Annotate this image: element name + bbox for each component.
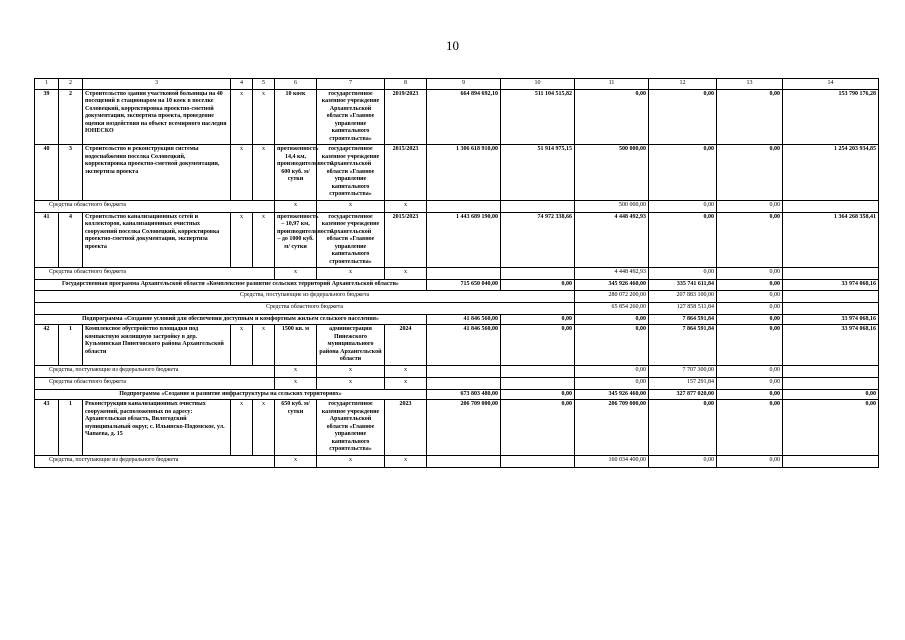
amount-cell: 157 291,84 <box>649 377 717 389</box>
finance-2025: 0,00 <box>717 89 783 145</box>
col-4: x <box>231 89 253 145</box>
x-cell: x <box>275 200 317 212</box>
amount-cell <box>783 268 879 280</box>
finance-2025: 0,00 <box>717 400 783 456</box>
funding-source-label: Средства областного бюджета <box>35 302 575 314</box>
customer: администрация Пинежского муниципального района Архангельской области <box>317 325 385 366</box>
col-5: x <box>253 325 275 366</box>
amount-cell: 327 877 020,00 <box>649 389 717 400</box>
row-number: 39 <box>35 89 59 145</box>
row-number: 42 <box>35 325 59 366</box>
capacity: 10 коек <box>275 89 317 145</box>
amount-cell: 0,00 <box>717 290 783 302</box>
estimated-cost: 664 894 692,10 <box>427 89 501 145</box>
column-number: 11 <box>575 79 649 90</box>
program-total-row <box>35 280 879 291</box>
funding-source-label: Средства, поступающие из федерального бюджета <box>35 455 275 467</box>
amount-cell <box>427 455 501 467</box>
funding-source-label: Средства, поступающие из федерального бюджета <box>35 290 575 302</box>
amount-cell: 207 883 100,00 <box>649 290 717 302</box>
amount-cell <box>783 365 879 377</box>
finance-2024: 0,00 <box>649 212 717 268</box>
estimated-cost: 41 846 560,00 <box>427 325 501 366</box>
program-total-row <box>35 389 879 400</box>
funding-source-row <box>35 377 879 389</box>
finance-2023: 4 448 492,93 <box>575 212 649 268</box>
finance-2024: 7 864 591,84 <box>649 325 717 366</box>
amount-cell: 0,00 <box>501 389 575 400</box>
amount-cell: 0,00 <box>717 377 783 389</box>
amount-cell: 0,00 <box>717 455 783 467</box>
amount-cell: 0,00 <box>717 314 783 325</box>
finance-2025: 0,00 <box>717 325 783 366</box>
period: 2023 <box>385 400 427 456</box>
column-number: 13 <box>717 79 783 90</box>
financed-before: 0,00 <box>501 400 575 456</box>
financed-before: 0,00 <box>501 325 575 366</box>
column-number: 8 <box>385 79 427 90</box>
amount-cell: 127 858 511,84 <box>649 302 717 314</box>
amount-cell <box>783 377 879 389</box>
amount-cell <box>427 200 501 212</box>
amount-cell: 0,00 <box>575 377 649 389</box>
project-name: Строительство и реконструкция системы водоснабжения поселка Соловецкий, корректировка проектно-сметной документации, экспертиза проекта <box>83 145 231 201</box>
item-number: 4 <box>59 212 83 268</box>
finance-2023: 0,00 <box>575 325 649 366</box>
col-5: x <box>253 145 275 201</box>
x-cell: x <box>385 365 427 377</box>
column-number: 12 <box>649 79 717 90</box>
capacity: 650 куб. м/ сутки <box>275 400 317 456</box>
remaining-cost: 33 974 068,16 <box>783 325 879 366</box>
financed-before: 74 972 338,66 <box>501 212 575 268</box>
row-number: 41 <box>35 212 59 268</box>
amount-cell: 0,00 <box>575 314 649 325</box>
amount-cell <box>501 200 575 212</box>
amount-cell: 280 072 200,00 <box>575 290 649 302</box>
amount-cell: 335 741 611,84 <box>649 280 717 291</box>
x-cell: x <box>385 268 427 280</box>
amount-cell <box>783 200 879 212</box>
remaining-cost: 1 364 268 358,41 <box>783 212 879 268</box>
finance-2023: 500 000,00 <box>575 145 649 201</box>
amount-cell: 0,00 <box>717 302 783 314</box>
capacity: протяженность 14,4 км, производительность 600 куб. м/ сутки <box>275 145 317 201</box>
column-number: 4 <box>231 79 253 90</box>
funding-source-row <box>35 268 879 280</box>
x-cell: x <box>275 365 317 377</box>
x-cell: x <box>275 268 317 280</box>
x-cell: x <box>385 200 427 212</box>
amount-cell: 500 000,00 <box>575 200 649 212</box>
column-number: 2 <box>59 79 83 90</box>
amount-cell: 0,00 <box>649 268 717 280</box>
amount-cell <box>783 455 879 467</box>
amount-cell: 345 926 460,00 <box>575 280 649 291</box>
finance-2024: 0,00 <box>649 89 717 145</box>
col-5: x <box>253 212 275 268</box>
x-cell: x <box>317 377 385 389</box>
col-5: x <box>253 89 275 145</box>
funding-source-row <box>35 455 879 467</box>
amount-cell: 0,00 <box>575 365 649 377</box>
row-number: 43 <box>35 400 59 456</box>
x-cell: x <box>317 268 385 280</box>
page-number: 10 <box>446 38 459 53</box>
amount-cell: 41 846 560,00 <box>427 314 501 325</box>
col-4: x <box>231 145 253 201</box>
item-number: 1 <box>59 325 83 366</box>
financed-before: 51 914 975,15 <box>501 145 575 201</box>
period: 2015/2023 <box>385 212 427 268</box>
column-number: 1 <box>35 79 59 90</box>
amount-cell: 0,00 <box>649 200 717 212</box>
customer: государственное казенное учреждение Архангельской области «Главное управление капитального строительства» <box>317 89 385 145</box>
column-number: 6 <box>275 79 317 90</box>
estimated-cost: 206 709 000,00 <box>427 400 501 456</box>
program-funding-row <box>35 302 879 314</box>
project-name: Реконструкция канализационных очистных сооружений, расположенных по адресу: Архангельская область, Вилегодский муниципальный округ, с. Ильинско-Подомское, ул. Чапаева, д. 15 <box>83 400 231 456</box>
remaining-cost: 0,00 <box>783 400 879 456</box>
amount-cell: 7 864 591,84 <box>649 314 717 325</box>
column-number: 14 <box>783 79 879 90</box>
finance-2023: 206 709 000,00 <box>575 400 649 456</box>
x-cell: x <box>317 455 385 467</box>
column-number: 10 <box>501 79 575 90</box>
finance-2025: 0,00 <box>717 212 783 268</box>
funding-source-row <box>35 200 879 212</box>
column-number: 9 <box>427 79 501 90</box>
finance-2024: 0,00 <box>649 400 717 456</box>
empty-cell <box>783 290 879 302</box>
amount-cell: 33 974 068,16 <box>783 314 879 325</box>
period: 2019/2023 <box>385 89 427 145</box>
project-name: Строительство здания участковой больницы на 40 посещений в стационаром на 10 коек в поселке Соловецкий, корректировка проектно-сметной документации, экспертиза проекта, проведение оценки воздействия на объект всемирного наследия ЮНЕСКО <box>83 89 231 145</box>
column-number: 7 <box>317 79 385 90</box>
amount-cell: 673 803 480,00 <box>427 389 501 400</box>
empty-cell <box>783 302 879 314</box>
amount-cell: 0,00 <box>717 200 783 212</box>
amount-cell: 0,00 <box>501 280 575 291</box>
amount-cell: 0,00 <box>717 268 783 280</box>
amount-cell: 715 650 040,00 <box>427 280 501 291</box>
program-title: Государственная программа Архангельской области «Комплексное развитие сельских территорий Архангельской области» <box>35 280 427 291</box>
amount-cell: 0,00 <box>649 455 717 467</box>
financed-before: 511 104 515,82 <box>501 89 575 145</box>
budget-table <box>34 78 879 468</box>
amount-cell <box>501 377 575 389</box>
x-cell: x <box>385 455 427 467</box>
amount-cell <box>501 455 575 467</box>
period: 2015/2023 <box>385 145 427 201</box>
col-4: x <box>231 212 253 268</box>
customer: государственное казенное учреждение Архангельской области «Главное управление капитального строительства» <box>317 212 385 268</box>
col-4: x <box>231 325 253 366</box>
item-number: 1 <box>59 400 83 456</box>
program-funding-row <box>35 290 879 302</box>
column-number: 3 <box>83 79 231 90</box>
remaining-cost: 1 254 203 934,85 <box>783 145 879 201</box>
amount-cell: 160 034 400,00 <box>575 455 649 467</box>
amount-cell: 33 974 068,16 <box>783 280 879 291</box>
project-name: Строительство канализационных сетей и коллекторов, канализационных очистных сооружений поселка Соловецкий, корректировка проектно-сметной документации, экспертиза проекта <box>83 212 231 268</box>
column-number: 5 <box>253 79 275 90</box>
funding-source-label: Средства областного бюджета <box>35 268 275 280</box>
amount-cell <box>501 268 575 280</box>
amount-cell: 7 707 300,00 <box>649 365 717 377</box>
project-row <box>35 325 879 366</box>
amount-cell <box>427 365 501 377</box>
amount-cell <box>427 377 501 389</box>
funding-source-label: Средства областного бюджета <box>35 377 275 389</box>
amount-cell: 65 854 260,00 <box>575 302 649 314</box>
program-total-row <box>35 314 879 325</box>
funding-source-label: Средства, поступающие из федерального бюджета <box>35 365 275 377</box>
amount-cell: 0,00 <box>501 314 575 325</box>
capacity: 1500 кв. м <box>275 325 317 366</box>
x-cell: x <box>317 200 385 212</box>
customer: государственное казенное учреждение Архангельской области «Главное управление капитального строительства» <box>317 400 385 456</box>
item-number: 2 <box>59 89 83 145</box>
col-4: x <box>231 400 253 456</box>
remaining-cost: 153 790 176,28 <box>783 89 879 145</box>
amount-cell: 0,00 <box>717 365 783 377</box>
col-5: x <box>253 400 275 456</box>
x-cell: x <box>275 455 317 467</box>
project-row <box>35 400 879 456</box>
project-row <box>35 145 879 201</box>
funding-source-row <box>35 365 879 377</box>
amount-cell: 0,00 <box>783 389 879 400</box>
project-row <box>35 89 879 145</box>
x-cell: x <box>317 365 385 377</box>
amount-cell <box>427 268 501 280</box>
amount-cell <box>501 365 575 377</box>
x-cell: x <box>275 377 317 389</box>
period: 2024 <box>385 325 427 366</box>
capacity: протяженность – 10,97 км, производительность – до 1000 куб. м/ сутки <box>275 212 317 268</box>
finance-2024: 0,00 <box>649 145 717 201</box>
amount-cell: 345 926 460,00 <box>575 389 649 400</box>
finance-2025: 0,00 <box>717 145 783 201</box>
row-number: 40 <box>35 145 59 201</box>
project-name: Комплексное обустройство площадки под компактную жилищную застройку в дер. Кузьминская Пинеговского района Архангельской области <box>83 325 231 366</box>
estimated-cost: 1 306 618 910,00 <box>427 145 501 201</box>
program-title: Подпрограмма «Создание и развитие инфраструктуры на сельских территориях» <box>35 389 427 400</box>
amount-cell: 4 448 492,93 <box>575 268 649 280</box>
finance-2023: 0,00 <box>575 89 649 145</box>
project-row <box>35 212 879 268</box>
column-number-row <box>35 79 879 90</box>
x-cell: x <box>385 377 427 389</box>
amount-cell: 0,00 <box>717 280 783 291</box>
estimated-cost: 1 443 689 190,00 <box>427 212 501 268</box>
program-title: Подпрограмма «Создание условий для обеспечения доступным и комфортным жильем сельского населения» <box>35 314 427 325</box>
item-number: 3 <box>59 145 83 201</box>
funding-source-label: Средства областного бюджета <box>35 200 275 212</box>
amount-cell: 0,00 <box>717 389 783 400</box>
customer: государственное казенное учреждение Архангельской области «Главное управление капитального строительства» <box>317 145 385 201</box>
